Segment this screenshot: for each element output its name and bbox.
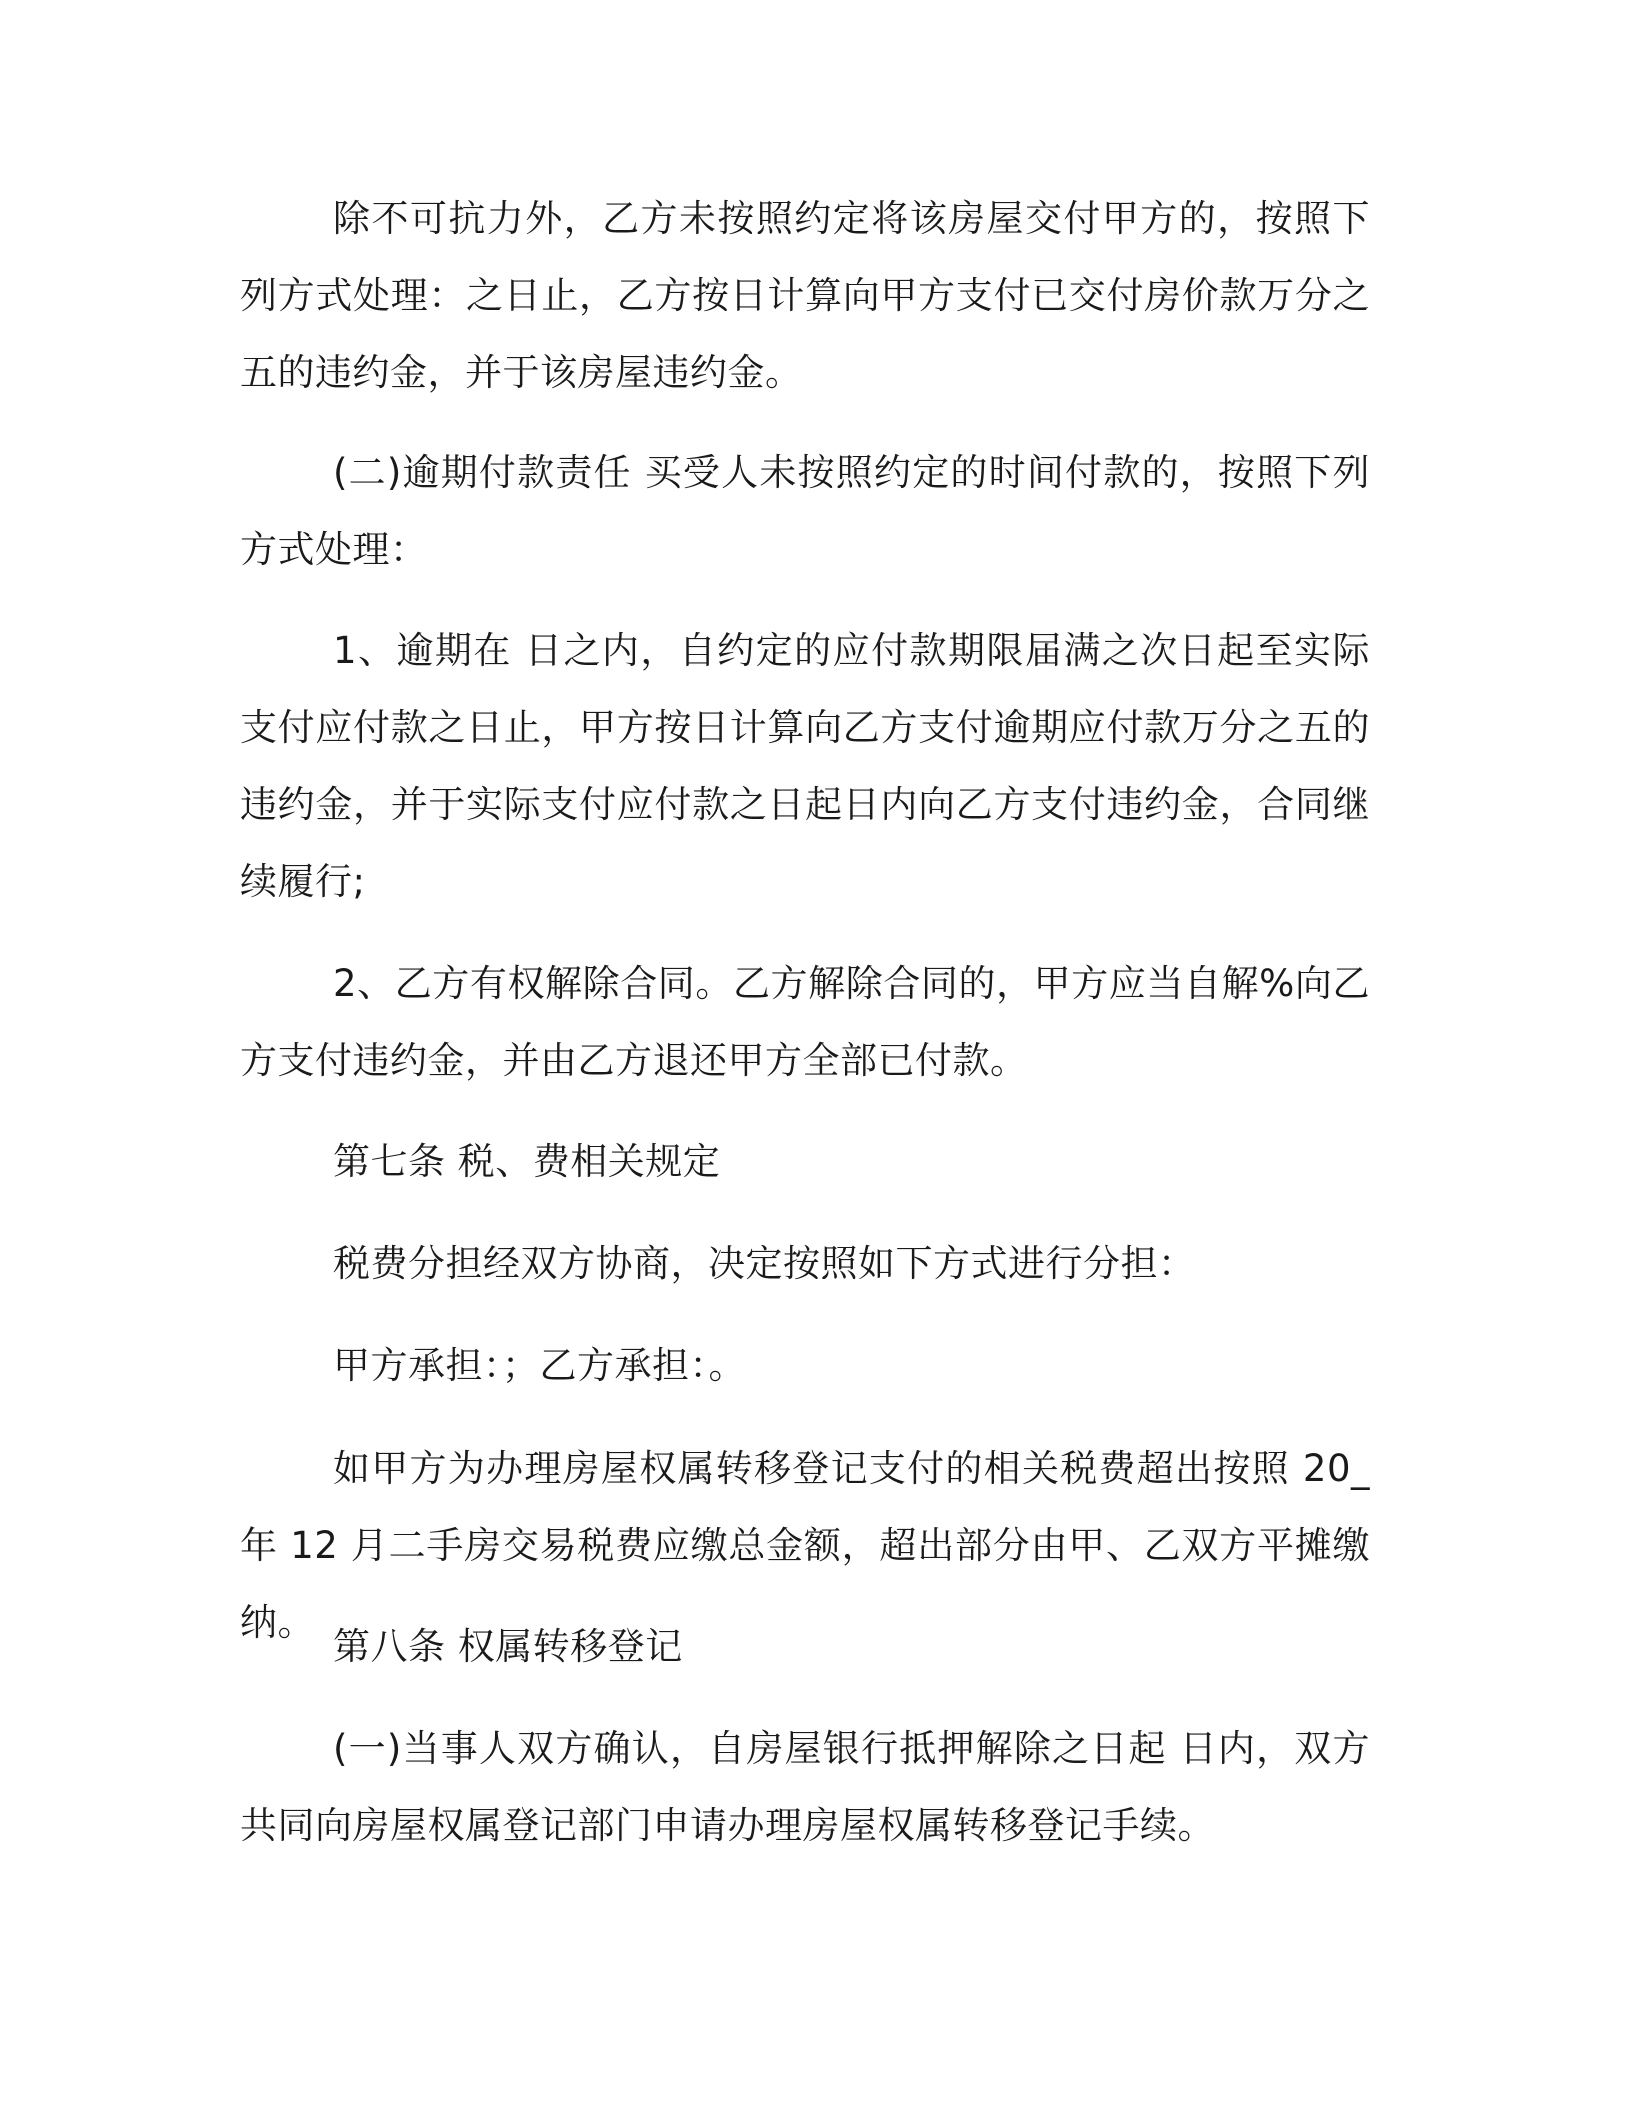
paragraph-tax-excess: 如甲方为办理房屋权属转移登记支付的相关税费超出按照 20_年 12 月二手房交易税费应缴总金额，超出部分由甲、乙双方平摊缴纳。 xyxy=(240,1447,1370,1644)
paragraph-late-payment-item-2: 2、乙方有权解除合同。乙方解除合同的，甲方应当自解%向乙方支付违约金，并由乙方退还甲方全部已付款。 xyxy=(240,962,1370,1082)
paragraph-late-payment-item-1: 1、逾期在 日之内，自约定的应付款期限届满之次日起至实际支付应付款之日止，甲方按日计算向乙方支付逾期应付款万分之五的违约金，并于实际支付应付款之日起日内向乙方支付违约金，合同继续履行; xyxy=(240,629,1370,903)
paragraph-transfer-registration: (一)当事人双方确认，自房屋银行抵押解除之日起 日内，双方共同向房屋权属登记部门申请办理房屋权属转移登记手续。 xyxy=(240,1727,1370,1847)
paragraph-late-payment-heading: (二)逾期付款责任 买受人未按照约定的时间付款的，按照下列方式处理： xyxy=(240,451,1370,571)
article-8-heading: 第八条 权属转移登记 xyxy=(333,1625,683,1668)
paragraph-tax-sharing: 税费分担经双方协商，决定按照如下方式进行分担： xyxy=(333,1242,1196,1285)
paragraph-delivery-breach: 除不可抗力外，乙方未按照约定将该房屋交付甲方的，按照下列方式处理：之日止，乙方按日计算向甲方支付已交付房价款万分之五的违约金，并于该房屋违约金。 xyxy=(240,197,1370,394)
article-7-heading: 第七条 税、费相关规定 xyxy=(333,1140,721,1183)
paragraph-tax-parties: 甲方承担：；乙方承担：。 xyxy=(333,1344,746,1387)
